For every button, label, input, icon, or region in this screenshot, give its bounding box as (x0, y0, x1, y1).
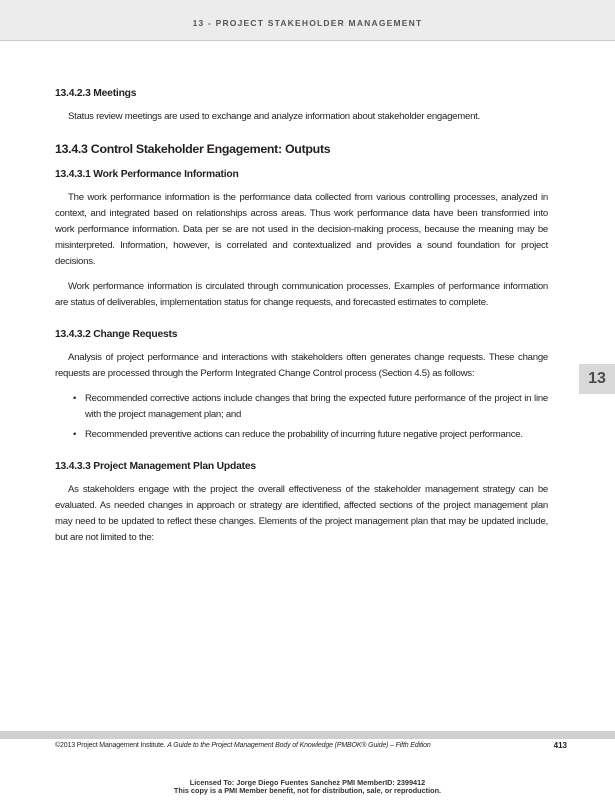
list-item-text: Recommended preventive actions can reduce the probability of incurring future negative project performance. (85, 429, 523, 440)
paragraph-change-requests: Analysis of project performance and interactions with stakeholders often generates change requests. These change requests are processed through the Perform Integrated Change Control process (Section 4.5) as follows: (55, 352, 548, 379)
header-divider (0, 40, 615, 41)
heading-meetings: 13.4.2.3 Meetings (55, 88, 137, 99)
bullet-icon: • (73, 429, 77, 440)
heading-change-requests: 13.4.3.2 Change Requests (55, 329, 178, 340)
paragraph-work-performance-2: Work performance information is circulated through communication processes. Examples of performance information are status of deliverables, implementation status for change requests, and forecasted estimates to complete. (55, 281, 548, 308)
paragraph-plan-updates: As stakeholders engage with the project the overall effectiveness of the stakeholder management strategy can be evaluated. As needed changes in approach or strategy are identified, affected sections of the project management plan may need to be updated to reflect these changes. Elements of the project management plan that may be updated include, but are not limited to the: (55, 484, 548, 543)
chapter-tab: 13 (579, 364, 615, 394)
page-number: 413 (553, 741, 567, 750)
heading-plan-updates: 13.4.3.3 Project Management Plan Updates (55, 461, 256, 472)
paragraph-work-performance-1: The work performance information is the performance data collected from various controlling processes, analyzed in context, and integrated based on relationships across areas. Thus work performance data have been transformed into work performance information. Data per se are not used in the decision-making process, because the meaning may be misinterpreted. Information, however, is correlated and contextualized and provides a sound foundation for project decisions. (55, 192, 548, 267)
list-item (73, 391, 548, 423)
running-header-title: 13 - PROJECT STAKEHOLDER MANAGEMENT (192, 18, 423, 28)
page-content (55, 86, 548, 555)
change-requests-list (55, 391, 548, 443)
footer-copyright: ©2013 Project Management Institute. (55, 742, 166, 749)
paragraph-meetings: Status review meetings are used to exchange and analyze information about stakeholder engagement. (68, 111, 481, 122)
license-line-1: Licensed To: Jorge Diego Fuentes Sanchez PMI MemberID: 2399412 (189, 778, 426, 787)
heading-outputs: 13.4.3 Control Stakeholder Engagement: Outputs (55, 142, 331, 156)
footer-citation (55, 742, 431, 749)
list-item-text: Recommended corrective actions include changes that bring the expected future performance of the project in line with the project management plan; and (85, 393, 548, 420)
list-item (73, 427, 548, 443)
license-notice (0, 779, 615, 795)
heading-work-performance: 13.4.3.1 Work Performance Information (55, 169, 239, 180)
footer-band (0, 731, 615, 739)
license-line-2: This copy is a PMI Member benefit, not for distribution, sale, or reproduction. (173, 786, 442, 795)
footer-guide-title: A Guide to the Project Management Body of Knowledge (PMBOK® Guide) – Fifth Edition (167, 742, 431, 749)
bullet-icon: • (73, 393, 77, 404)
